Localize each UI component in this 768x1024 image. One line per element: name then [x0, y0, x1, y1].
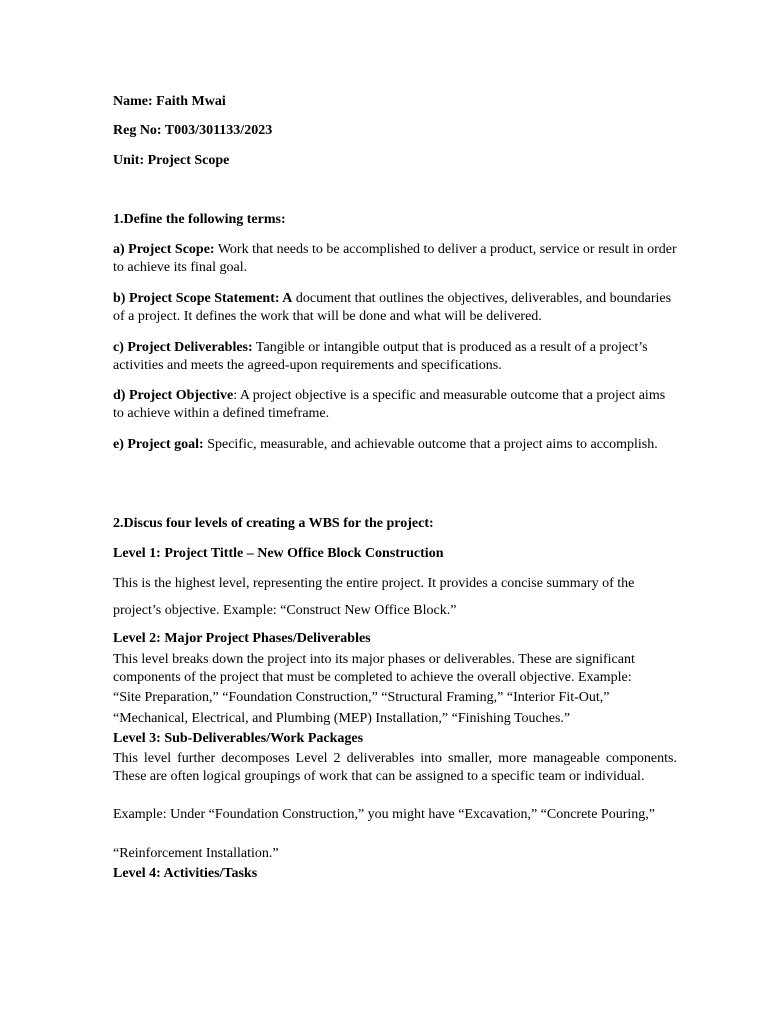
student-name: Name: Faith Mwai [113, 94, 226, 109]
level-2-title: Level 2: Major Project Phases/Deliverables [113, 631, 371, 646]
level-3-text: This level further decomposes Level 2 deliverables into smaller, more manageable components. These are often logical groupings of work that can be assigned to a specific team or individual. [113, 751, 677, 784]
level-3-example-continued: “Reinforcement Installation.” [113, 846, 279, 861]
registration-number: Reg No: T003/301133/2023 [113, 123, 273, 138]
question-2-heading: 2.Discus four levels of creating a WBS for the project: [113, 516, 434, 531]
level-1-title: Level 1: Project Tittle – New Office Block Construction [113, 546, 444, 561]
level-1-text: This is the highest level, representing the entire project. It provides a concise summary of the project’s objective. Example: “Construct New Office Block.” [113, 576, 635, 618]
level-2-text: This level breaks down the project into its major phases or deliverables. These are significant components of the project that must be completed to achieve the overall objective. Example: [113, 652, 635, 685]
definition-project-scope: a) Project Scope: Work that needs to be accomplished to deliver a product, service or result in order to achieve its final goal. [113, 242, 677, 275]
definition-project-goal: e) Project goal: Specific, measurable, and achievable outcome that a project aims to accomplish. [113, 437, 658, 452]
level-3-example: Example: Under “Foundation Construction,” you might have “Excavation,” “Concrete Pouring,” [113, 807, 655, 822]
question-1-heading: 1.Define the following terms: [113, 212, 286, 227]
definition-project-objective: d) Project Objective: A project objective is a specific and measurable outcome that a project aims to achieve within a defined timeframe. [113, 388, 666, 421]
level-2-examples-line-2: “Mechanical, Electrical, and Plumbing (MEP) Installation,” “Finishing Touches.” [113, 711, 571, 726]
level-3-title: Level 3: Sub-Deliverables/Work Packages [113, 731, 364, 746]
definition-project-deliverables: c) Project Deliverables: Tangible or intangible output that is produced as a result of a project’s activities and meets the agreed-upon requirements and specifications. [113, 340, 648, 373]
definition-scope-statement: b) Project Scope Statement: A document that outlines the objectives, deliverables, and boundaries of a project. It defines the work that will be done and what will be delivered. [113, 291, 672, 324]
level-4-title: Level 4: Activities/Tasks [113, 866, 258, 881]
unit-title: Unit: Project Scope [113, 153, 230, 168]
level-2-examples-line-1: “Site Preparation,” “Foundation Construction,” “Structural Framing,” “Interior Fit-Out,” [113, 690, 610, 705]
